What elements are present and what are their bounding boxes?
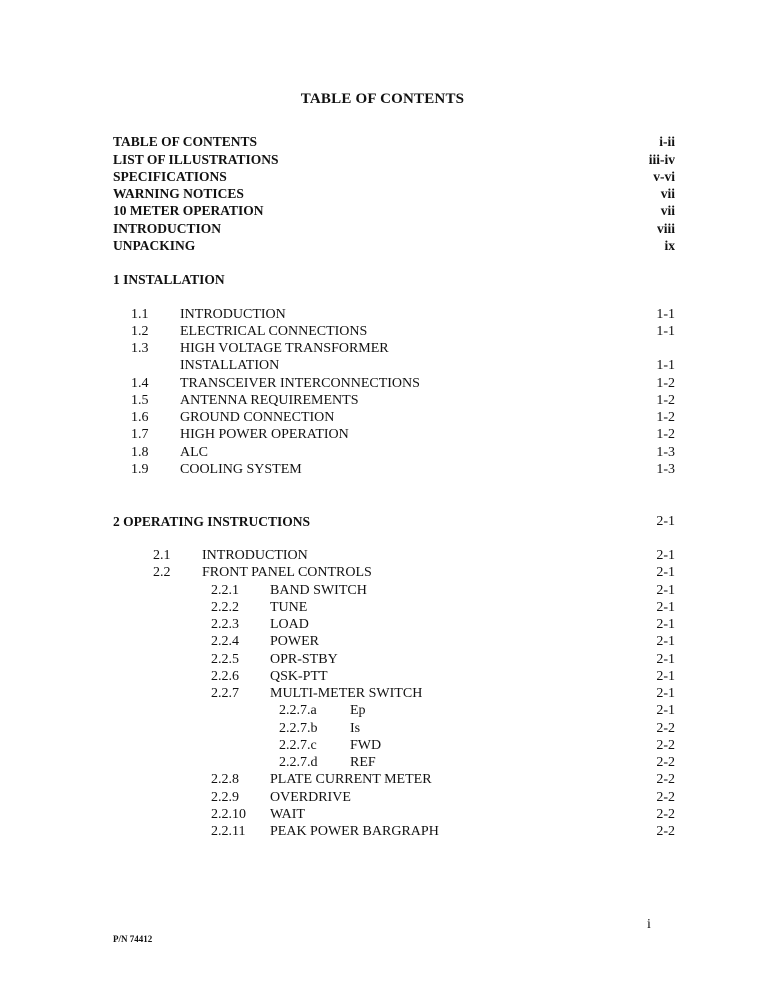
toc-entry-label-continued[interactable]: INSTALLATION: [180, 358, 280, 373]
toc-entry-page: 1-2: [656, 427, 675, 442]
toc-entry-label[interactable]: 10 METER OPERATION: [113, 203, 264, 218]
toc-entry-page: 1-2: [656, 376, 675, 391]
toc-entry-label[interactable]: COOLING SYSTEM: [180, 462, 302, 477]
toc-subentry-label[interactable]: LOAD: [270, 617, 309, 632]
toc-subentry-label[interactable]: PEAK POWER BARGRAPH: [270, 824, 439, 839]
toc-subsubentry-label[interactable]: FWD: [350, 738, 382, 753]
toc-entry-page: 1-3: [656, 445, 675, 460]
toc-entry-page: 1-2: [656, 410, 675, 425]
toc-subsubentry-label[interactable]: Ep: [350, 703, 366, 718]
toc-subentry-label[interactable]: PLATE CURRENT METER: [270, 772, 432, 787]
toc-entry-page: ix: [664, 238, 675, 253]
toc-subentry-label[interactable]: QSK-PTT: [270, 669, 328, 684]
toc-entry-label[interactable]: WARNING NOTICES: [113, 186, 244, 201]
toc-subsubentry-page: 2-2: [656, 721, 675, 736]
toc-subentry-number: 2.2.7: [211, 686, 239, 701]
toc-subsubentry-page: 2-2: [656, 738, 675, 753]
toc-entry-label[interactable]: LIST OF ILLUSTRATIONS: [113, 152, 279, 167]
toc-subentry-label[interactable]: MULTI-METER SWITCH: [270, 686, 423, 701]
toc-entry-label[interactable]: UNPACKING: [113, 238, 196, 253]
toc-entry-label[interactable]: INTRODUCTION: [180, 307, 286, 322]
toc-subentry-page: 2-2: [656, 807, 675, 822]
toc-subentry-label[interactable]: OVERDRIVE: [270, 790, 351, 805]
toc-subentry-number: 2.2.11: [211, 824, 246, 839]
toc-subentry-page: 2-2: [656, 824, 675, 839]
toc-subentry-number: 2.2.10: [211, 807, 246, 822]
toc-entry-page: i-ii: [659, 134, 675, 149]
toc-subentry-number: 2.2.4: [211, 634, 239, 649]
toc-entry-page: iii-iv: [648, 152, 675, 167]
toc-subentry-label[interactable]: TUNE: [270, 600, 308, 615]
toc-entry-number: 1.3: [131, 341, 149, 356]
toc-subentry-number: 2.2.2: [211, 600, 239, 615]
toc-entry-page: v-vi: [653, 169, 675, 184]
section-heading-operating-instructions[interactable]: 2 OPERATING INSTRUCTIONS: [113, 514, 311, 529]
toc-entry-number: 2.2: [153, 565, 171, 580]
section-heading-page: 2-1: [656, 514, 675, 529]
toc-subentry-number: 2.2.8: [211, 772, 239, 787]
toc-entry-label[interactable]: HIGH POWER OPERATION: [180, 427, 349, 442]
toc-subentry-page: 2-1: [656, 634, 675, 649]
toc-entry-number: 1.9: [131, 462, 149, 477]
toc-subentry-page: 2-1: [656, 617, 675, 632]
toc-entry-number: 2.1: [153, 548, 171, 563]
toc-entry-label[interactable]: INTRODUCTION: [202, 548, 308, 563]
toc-subentry-page: 2-1: [656, 669, 675, 684]
toc-entry-page: 1-1: [656, 324, 675, 339]
toc-subentry-page: 2-1: [656, 652, 675, 667]
toc-subentry-label[interactable]: BAND SWITCH: [270, 583, 367, 598]
toc-entry-page: viii: [656, 221, 675, 236]
toc-entry-number: 1.5: [131, 393, 149, 408]
toc-entry-page: vii: [660, 203, 675, 218]
toc-entry-label[interactable]: ALC: [180, 445, 208, 460]
toc-subsubentry-page: 2-1: [656, 703, 675, 718]
toc-entry-number: 1.8: [131, 445, 149, 460]
toc-entry-page: 1-1: [656, 307, 675, 322]
toc-entry-page: vii: [660, 186, 675, 201]
toc-entry-number: 1.6: [131, 410, 149, 425]
toc-subsubentry-label[interactable]: Is: [350, 721, 361, 736]
page-title: TABLE OF CONTENTS: [300, 91, 465, 107]
toc-subentry-page: 2-1: [656, 600, 675, 615]
section-heading-installation[interactable]: 1 INSTALLATION: [113, 272, 225, 287]
toc-subentry-page: 2-2: [656, 772, 675, 787]
toc-entry-page: 2-1: [656, 565, 675, 580]
toc-entry-label[interactable]: INTRODUCTION: [113, 221, 222, 236]
toc-subsubentry-page: 2-2: [656, 755, 675, 770]
part-number: P/N 74412: [113, 934, 153, 944]
toc-subentry-page: 2-1: [656, 686, 675, 701]
toc-subsubentry-number: 2.2.7.b: [279, 721, 318, 736]
toc-entry-page: 1-2: [656, 393, 675, 408]
toc-subsubentry-number: 2.2.7.c: [279, 738, 317, 753]
toc-subentry-label[interactable]: POWER: [270, 634, 319, 649]
toc-entry-label[interactable]: ELECTRICAL CONNECTIONS: [180, 324, 368, 339]
toc-entry-page: 2-1: [656, 548, 675, 563]
page-number: i: [647, 917, 651, 932]
toc-entry-number: 1.4: [131, 376, 149, 391]
toc-entry-number: 1.1: [131, 307, 149, 322]
toc-entry-label[interactable]: SPECIFICATIONS: [113, 169, 227, 184]
toc-subsubentry-label[interactable]: REF: [350, 755, 376, 770]
toc-subentry-label[interactable]: WAIT: [270, 807, 305, 822]
toc-subentry-page: 2-2: [656, 790, 675, 805]
toc-entry-number: 1.2: [131, 324, 149, 339]
toc-entry-page: 1-3: [656, 462, 675, 477]
toc-entry-label[interactable]: TRANSCEIVER INTERCONNECTIONS: [180, 376, 420, 391]
toc-subentry-number: 2.2.3: [211, 617, 239, 632]
toc-entry-label[interactable]: TABLE OF CONTENTS: [113, 134, 258, 149]
toc-subsubentry-number: 2.2.7.a: [279, 703, 317, 718]
toc-subentry-page: 2-1: [656, 583, 675, 598]
toc-subentry-number: 2.2.1: [211, 583, 239, 598]
toc-subentry-number: 2.2.5: [211, 652, 239, 667]
toc-subentry-number: 2.2.9: [211, 790, 239, 805]
toc-entry-page: 1-1: [656, 358, 675, 373]
toc-subsubentry-number: 2.2.7.d: [279, 755, 318, 770]
toc-subentry-label[interactable]: OPR-STBY: [270, 652, 338, 667]
toc-entry-label[interactable]: HIGH VOLTAGE TRANSFORMER: [180, 341, 389, 356]
toc-entry-label[interactable]: ANTENNA REQUIREMENTS: [180, 393, 359, 408]
toc-subentry-number: 2.2.6: [211, 669, 239, 684]
toc-entry-label[interactable]: GROUND CONNECTION: [180, 410, 335, 425]
toc-entry-number: 1.7: [131, 427, 149, 442]
toc-entry-label[interactable]: FRONT PANEL CONTROLS: [202, 565, 372, 580]
